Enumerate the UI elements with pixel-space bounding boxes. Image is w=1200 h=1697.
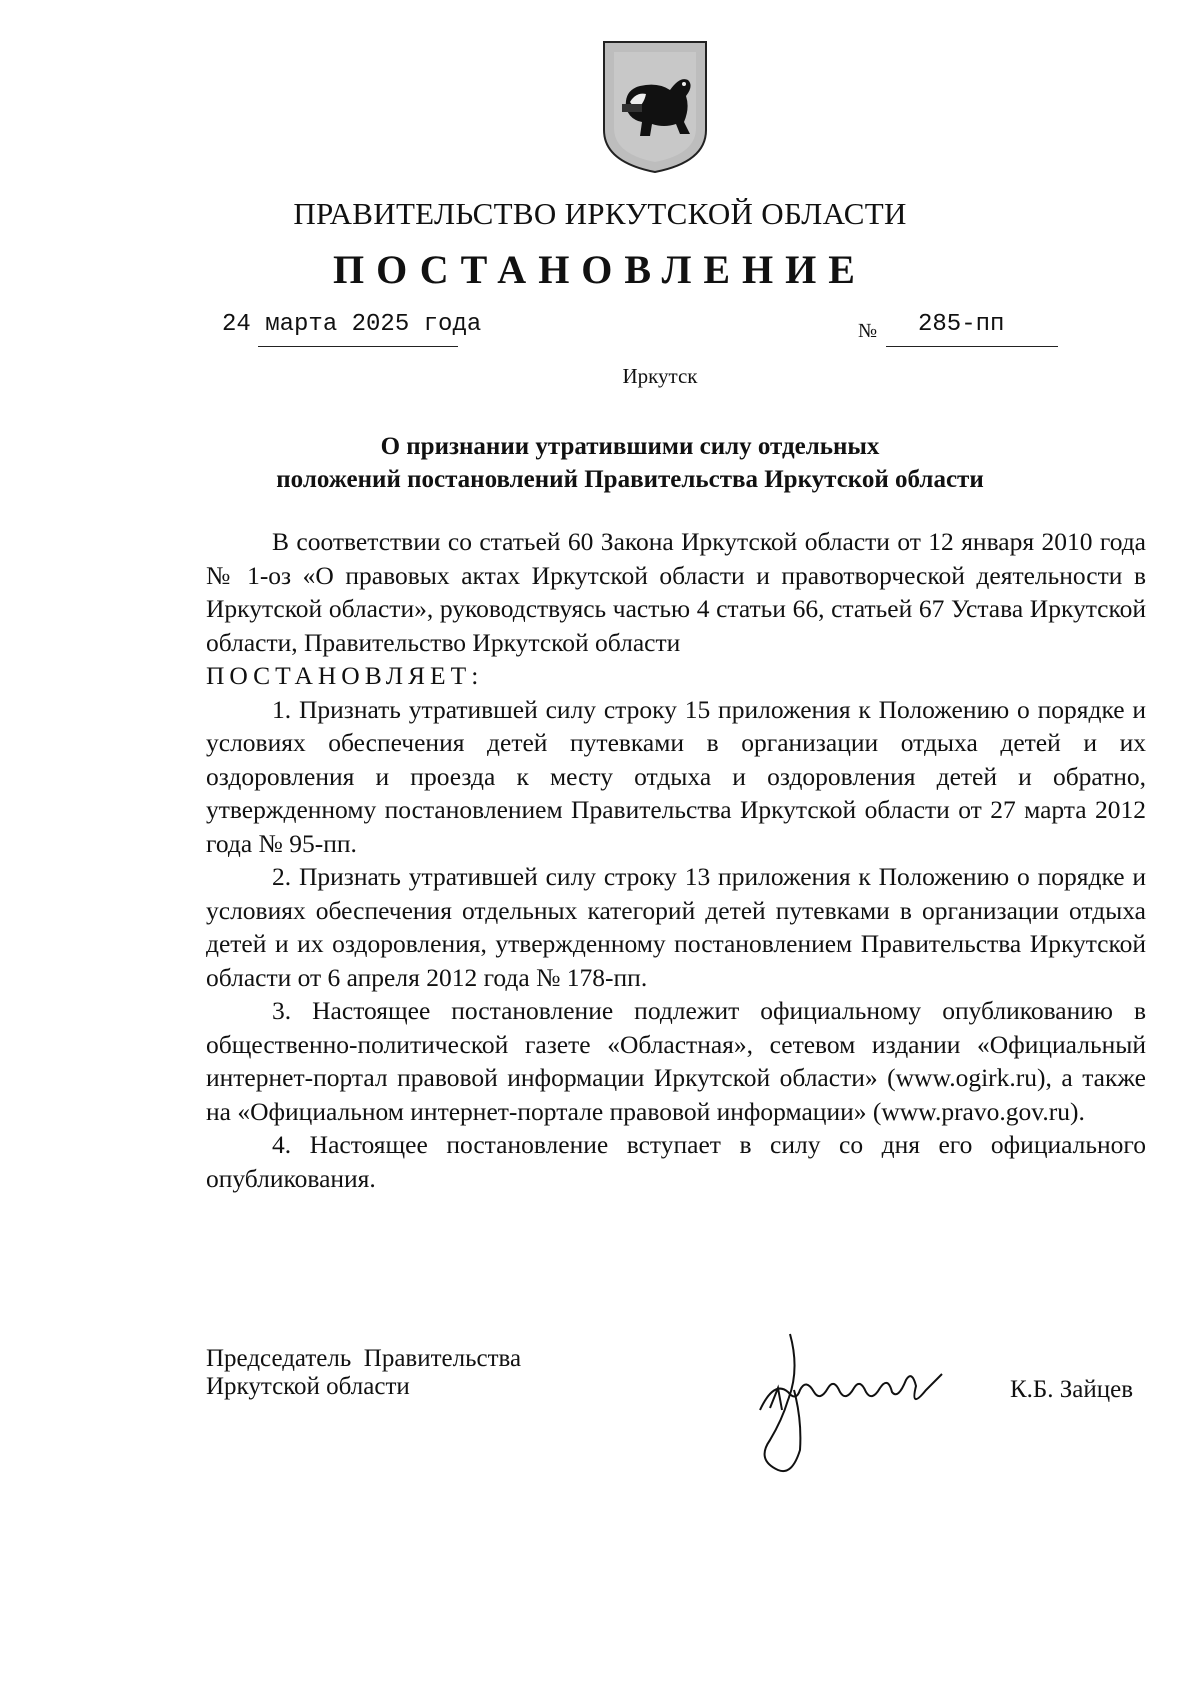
decree-number: 285-пп — [918, 311, 1005, 338]
number-underline — [886, 346, 1058, 347]
signatory-name: К.Б. Зайцев — [1010, 1376, 1134, 1403]
number-sign: № — [858, 320, 878, 342]
decree-heading: ПОСТАНОВЛЕНИЕ — [333, 247, 867, 292]
clause-4: 4. Настоящее постановление вступает в силу со дня его официального опубликования. — [206, 1130, 1146, 1193]
signatory-position — [206, 1345, 521, 1401]
document-body — [206, 525, 1146, 1195]
handwritten-signature — [730, 1330, 970, 1480]
date-underline — [258, 346, 458, 347]
clause-3: 3. Настоящее постановление подлежит официальному опубликованию в общественно-политической газете «Областная», сетевом издании «Официальный интернет-портал правовой информации Иркутской области» (www.ogirk.ru), а также на «Официальном интернет-портале правовой информации» (www.pravo.gov.ru). — [206, 996, 1146, 1126]
decree-date: 24 марта 2025 года — [222, 311, 482, 338]
position-line-2: Иркутской области — [206, 1373, 410, 1400]
preamble-paragraph: В соответствии со статьей 60 Закона Иркутской области от 12 января 2010 года № 1-оз «О правовых актах Иркутской области и правотворческой деятельности в Иркутской области», руководствуясь частью 4 статьи 66, статьей 67 Устава Иркутской области, Правительство Иркутской области — [206, 527, 1146, 657]
title-line-1: О признании утратившими силу отдельных — [380, 433, 880, 460]
clause-1: 1. Признать утратившей силу строку 15 приложения к Положению о порядке и условиях обеспечения детей путевками в организации отдыха детей и их оздоровления и проезда к месту отдыха и оздоровления детей и обратно, утвержденному постановлением Правительства Иркутской области от 27 марта 2012 года № 95-пп. — [206, 694, 1146, 858]
clause-2: 2. Признать утратившей силу строку 13 приложения к Положению о порядке и условиях обеспечения отдельных категорий детей путевками в организации отдыха детей и их оздоровления, утвержденному постановлением Правительства Иркутской области от 6 апреля 2012 года № 178-пп. — [206, 862, 1146, 992]
title-line-2: положений постановлений Правительства Иркутской области — [276, 466, 984, 493]
document-title — [180, 430, 1080, 496]
coat-of-arms-icon — [600, 38, 710, 176]
resolves-heading: ПОСТАНОВЛЯЕТ: — [206, 661, 484, 690]
government-name: ПРАВИТЕЛЬСТВО ИРКУТСКОЙ ОБЛАСТИ — [293, 196, 907, 231]
city-name: Иркутск — [622, 364, 698, 388]
position-line-1: Председатель Правительства — [206, 1345, 522, 1372]
